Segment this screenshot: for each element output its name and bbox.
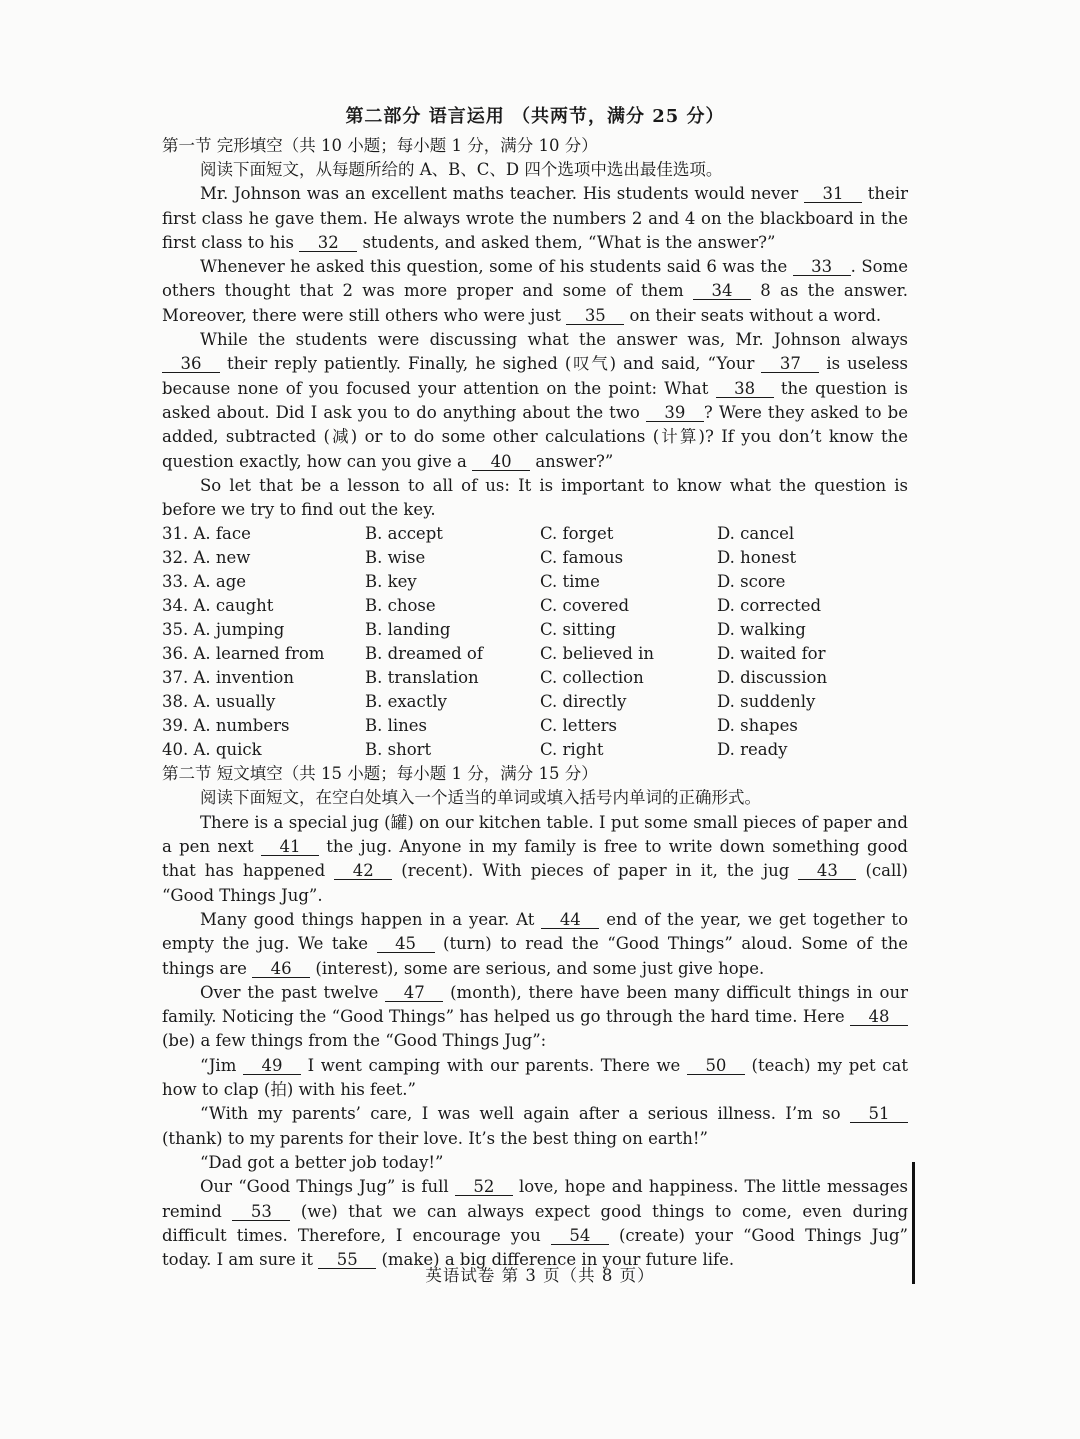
fill-paragraph-4: “Jim 49 I went camping with our parents. There we 50 (teach) my pet cat how to clap (拍) with his feet.” [162,1055,908,1100]
blank-42: 42 [334,862,392,880]
blank-47: 47 [385,984,443,1002]
section1-instruction: 阅读下面短文，从每题所给的 A、B、C、D 四个选项中选出最佳选项。 [200,160,723,179]
exam-page [162,104,908,1272]
option-row-32: 32. A. new B. wise C. famous D. honest [162,548,797,568]
part-title: 第二部分 语言运用 （共两节，满分 25 分） [345,106,725,127]
blank-46: 46 [252,960,310,978]
blank-50: 50 [687,1057,745,1075]
blank-44: 44 [541,911,599,929]
option-row-31: 31. A. face B. accept C. forget D. cancel [162,524,795,544]
blank-51: 51 [850,1105,908,1123]
blank-31: 31 [804,185,862,203]
option-row-37: 37. A. invention B. translation C. collection D. discussion [162,668,828,688]
blank-45: 45 [377,935,435,953]
option-row-34: 34. A. caught B. chose C. covered D. corrected [162,596,822,616]
cloze-paragraph-1: Mr. Johnson was an excellent maths teacher. His students would never 31 their first class he gave them. He always wrote the numbers 2 and 4 on the blackboard in the first class to his 32 students, and asked them, “What is the answer?” [162,184,908,252]
section2-instruction: 阅读下面短文，在空白处填入一个适当的单词或填入括号内单词的正确形式。 [200,788,761,808]
blank-34: 34 [693,282,751,300]
option-row-33: 33. A. age B. key C. time D. score [162,572,786,592]
blank-53: 53 [232,1203,290,1221]
blank-36: 36 [162,355,220,373]
blank-48: 48 [850,1008,908,1026]
blank-33: 33 [793,258,851,276]
cloze-paragraph-2: Whenever he asked this question, some of his students said 6 was the 33 . Some others thought that 2 was more proper and some of them 34 8 as the answer. Moreover, there were still others who were just 35 on their seats without a word. [162,257,909,325]
section1-heading: 第一节 完形填空（共 10 小题；每小题 1 分，满分 10 分） [162,136,598,155]
fill-paragraph-7: Our “Good Things Jug” is full 52 love, hope and happiness. The little messages remind 53 (we) that we can always expect good things to come, even during difficult times. Therefore, I encourage you 54 (create) your “Good Things Jug” today. I am sure it 55 (make) a big difference in your future life. [162,1177,909,1270]
fill-paragraph-5: “With my parents’ care, I was well again after a serious illness. I’m so 51 (thank) to my parents for their love. It’s the best thing on earth!” [162,1102,908,1151]
cloze-paragraph-3: While the students were discussing what the answer was, Mr. Johnson always 36 their reply patiently. Finally, he sighed (叹气) and said, “Your 37 is useless because none of you focused your attention on the point: What 38 the question is asked about. Did I ask you to do anything about the two 39 ? Were they asked to be added, subtracted (减) or to do some other calculations (计算)? If you don’t know the question exactly, how can you give a 40 answer?” [162,330,909,471]
blank-37: 37 [761,355,819,373]
blank-41: 41 [261,838,319,856]
page-footer: 英语试卷 第 3 页（共 8 页） [425,1266,655,1285]
option-row-35: 35. A. jumping B. landing C. sitting D. walking [162,620,806,640]
blank-49: 49 [243,1057,301,1075]
section2-heading: 第二节 短文填空（共 15 小题；每小题 1 分，满分 15 分） [162,764,598,784]
blank-54: 54 [551,1227,609,1245]
fill-paragraph-6: “Dad got a better job today!” [200,1152,444,1172]
blank-55: 55 [318,1251,376,1269]
fill-paragraph-2: Many good things happen in a year. At 44 end of the year, we get together to empty the jug. We take 45 (turn) to read the “Good Things” aloud. Some of the things are 46 (interest), some are serious, and some just give hope. [162,909,908,978]
cloze-paragraph-4: So let that be a lesson to all of us: It is important to know what the question is before we try to find out the key. [162,475,908,520]
fill-paragraph-1: There is a special jug (罐) on our kitchen table. I put some small pieces of paper and a pen next 41 the jug. Anyone in my family is free to write down something good that has happened 42 (recent). With pieces of paper in it, the jug 43 (call) “Good Things Jug”. [162,812,908,905]
blank-40: 40 [472,453,530,471]
blank-39: 39 [646,404,704,422]
blank-52: 52 [455,1178,513,1196]
option-row-36: 36. A. learned from B. dreamed of C. believed in D. waited for [162,644,826,664]
fill-paragraph-3: Over the past twelve 47 (month), there have been many difficult things in our family. Noticing the “Good Things” has helped us go through the hard time. Here 48 (be) a few things from the “Good Things Jug”: [162,982,908,1051]
option-row-38: 38. A. usually B. exactly C. directly D. suddenly [162,692,816,712]
blank-43: 43 [798,862,856,880]
option-row-39: 39. A. numbers B. lines C. letters D. shapes [162,716,798,736]
options-list [162,522,908,762]
blank-35: 35 [566,307,624,325]
option-row-40: 40. A. quick B. short C. right D. ready [162,740,788,760]
blank-32: 32 [299,234,357,252]
blank-38: 38 [716,380,774,398]
